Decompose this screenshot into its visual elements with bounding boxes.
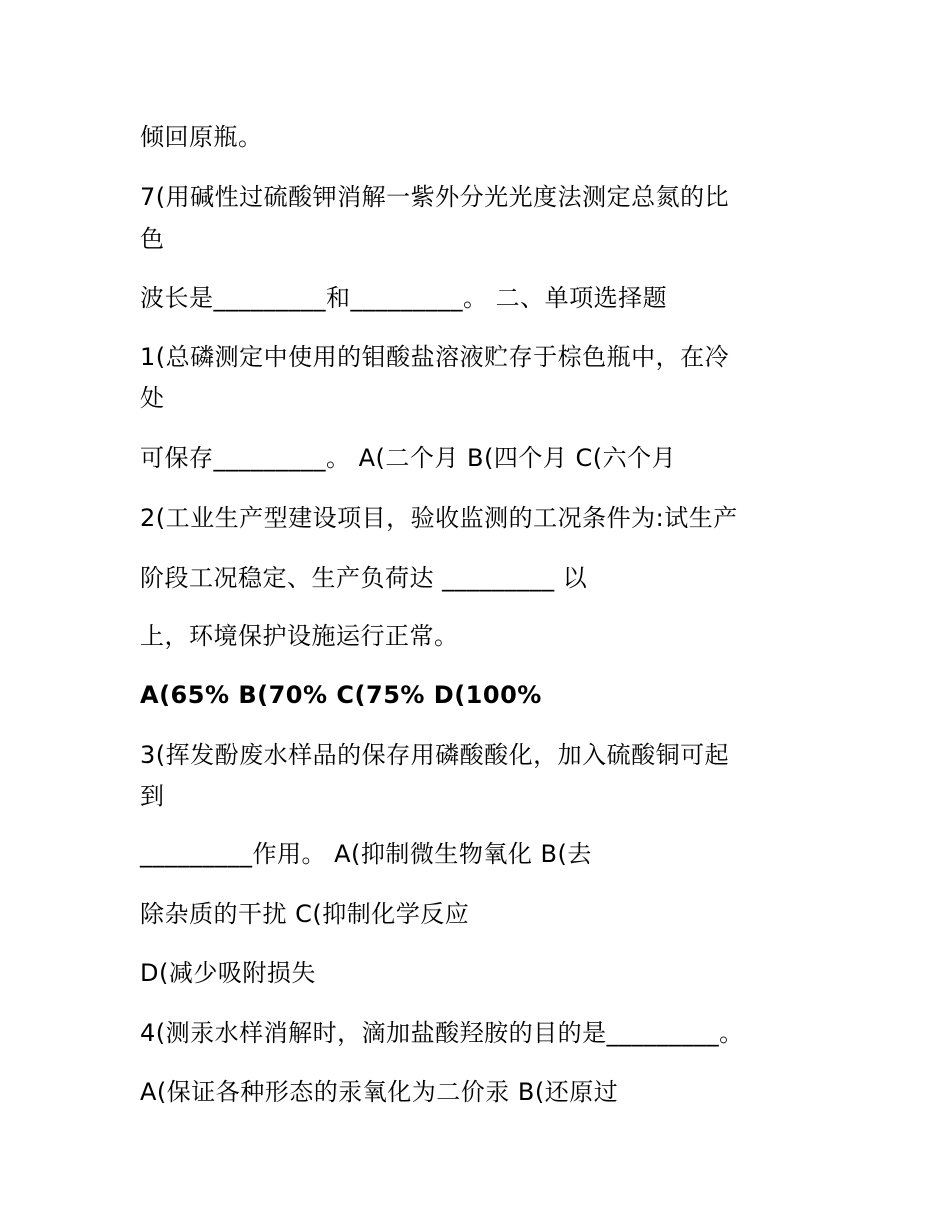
text-line: 1(总磷测定中使用的钼酸盐溶液贮存于棕色瓶中，在冷 [140, 343, 730, 371]
text-line: 2(工业生产型建设项目，验收监测的工况条件为:试生产 [140, 504, 738, 532]
text-line: 波长是_________和_________。 二、单项选择题 [140, 284, 668, 312]
text-line: 色 [140, 225, 165, 253]
text-line: 上，环境保护设施运行正常。 [140, 622, 459, 650]
text-line: 除杂质的干扰 C(抑制化学反应 [140, 900, 470, 928]
text-line: A(保证各种形态的汞氧化为二价汞 B(还原过 [140, 1078, 619, 1106]
text-line: _________作用。 A(抑制微生物氧化 B(去 [140, 840, 592, 868]
text-line: 处 [140, 384, 165, 412]
text-line: 到 [140, 782, 165, 810]
text-line: 4(测汞水样消解时，滴加盐酸羟胺的目的是_________。 [140, 1019, 744, 1047]
text-line: 7(用碱性过硫酸钾消解一紫外分光光度法测定总氮的比 [140, 183, 730, 211]
text-line: A(65% B(70% C(75% D(100% [140, 681, 542, 709]
text-line: 阶段工况稳定、生产负荷达 _________ 以 [140, 564, 588, 592]
text-line: 倾回原瓶。 [140, 123, 263, 151]
text-line: D(减少吸附损失 [140, 959, 316, 987]
text-line: 可保存_________。 A(二个月 B(四个月 C(六个月 [140, 444, 677, 472]
text-line: 3(挥发酚废水样品的保存用磷酸酸化，加入硫酸铜可起 [140, 741, 730, 769]
